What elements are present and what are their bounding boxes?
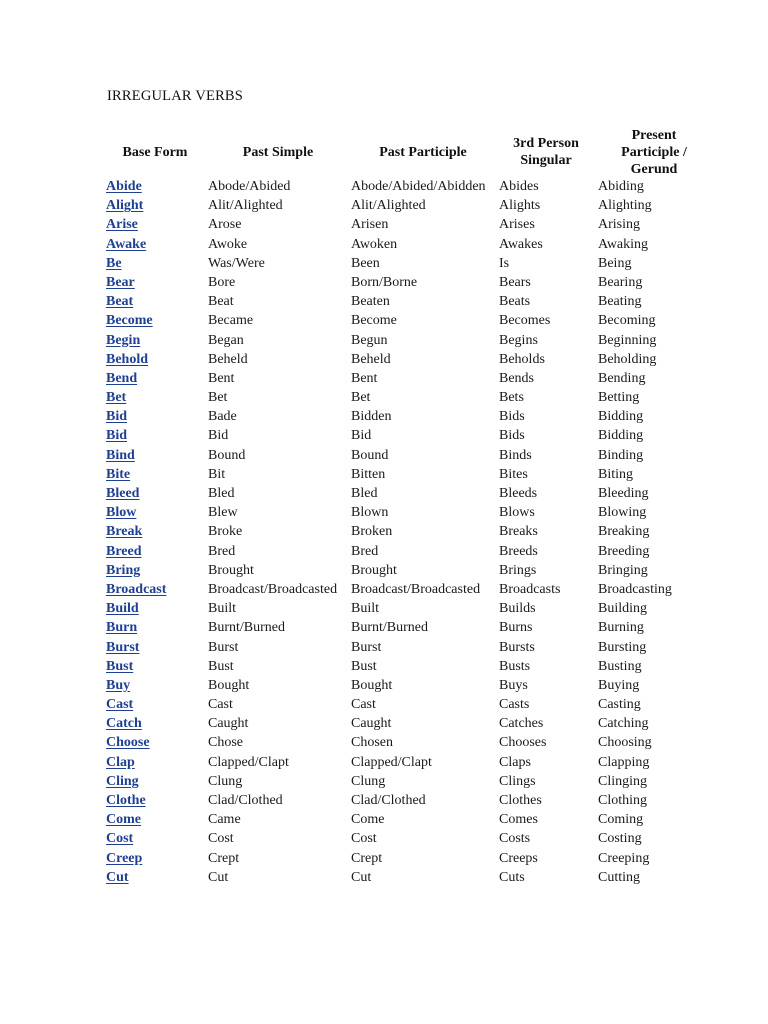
verb-base-form-link[interactable]: Catch (106, 716, 142, 732)
gerund-cell: Breaking (598, 524, 650, 540)
document-title: IRREGULAR VERBS (107, 88, 244, 104)
past-simple-cell: Brought (208, 562, 254, 578)
third-person-cell: Bids (499, 428, 525, 444)
third-person-cell: Broadcasts (499, 581, 561, 597)
table-row (0, 388, 768, 407)
third-person-cell: Awakes (499, 236, 543, 252)
verb-base-form-link[interactable]: Bid (106, 428, 128, 444)
gerund-cell: Becoming (598, 313, 656, 329)
verb-base-form-link[interactable]: Blow (106, 505, 137, 521)
verb-base-form-link[interactable]: Bring (106, 562, 141, 578)
gerund-cell: Cutting (598, 869, 641, 885)
past-participle-cell: Beheld (351, 351, 391, 367)
table-row (0, 618, 768, 637)
past-simple-cell: Bust (208, 658, 234, 674)
past-simple-cell: Abode/Abided (208, 179, 291, 194)
verb-base-form-link[interactable]: Come (106, 812, 141, 828)
third-person-cell: Becomes (499, 313, 551, 329)
past-participle-cell: Bound (351, 447, 389, 463)
third-person-cell: Bears (499, 274, 531, 290)
past-simple-cell: Bought (208, 677, 250, 693)
gerund-cell: Catching (598, 716, 649, 732)
gerund-cell: Choosing (598, 735, 652, 751)
third-person-cell: Bleeds (499, 486, 538, 501)
verb-base-form-link[interactable]: Alight (106, 198, 144, 214)
third-person-cell: Is (499, 255, 510, 271)
past-simple-cell: Blew (208, 505, 238, 521)
table-row (0, 829, 768, 848)
table-row (0, 810, 768, 829)
gerund-cell: Broadcasting (598, 581, 672, 597)
table-row (0, 657, 768, 676)
past-participle-cell: Clung (351, 773, 386, 789)
past-participle-cell: Beaten (351, 294, 390, 310)
table-row (0, 638, 768, 657)
table-row (0, 580, 768, 599)
past-participle-cell: Bitten (351, 466, 386, 482)
third-person-cell: Bids (499, 409, 525, 425)
gerund-cell: Bidding (598, 409, 644, 425)
column-header-past-participle: Past Participle (379, 144, 467, 160)
table-row (0, 542, 768, 561)
past-simple-cell: Was/Were (208, 255, 265, 271)
third-person-cell: Buys (499, 677, 528, 693)
past-simple-cell: Bound (208, 447, 246, 463)
verb-base-form-link[interactable]: Abide (106, 179, 142, 194)
verb-base-form-link[interactable]: Cling (106, 773, 139, 789)
past-participle-cell: Blown (351, 505, 389, 521)
third-person-cell: Breaks (499, 524, 538, 540)
past-participle-cell: Clapped/Clapt (351, 754, 432, 770)
past-participle-cell: Crept (351, 850, 383, 866)
past-participle-cell: Been (351, 255, 380, 271)
past-participle-cell: Bent (351, 370, 378, 386)
gerund-cell: Creeping (598, 850, 650, 866)
gerund-cell: Clinging (598, 773, 648, 789)
gerund-cell: Bleeding (598, 486, 649, 501)
verb-base-form-link[interactable]: Bend (106, 370, 138, 386)
past-simple-cell: Bid (208, 428, 229, 444)
third-person-cell: Alights (499, 198, 541, 214)
past-participle-cell: Bred (351, 543, 379, 559)
table-row (0, 215, 768, 234)
past-simple-cell: Became (208, 313, 254, 329)
past-participle-cell: Bust (351, 658, 377, 674)
past-participle-cell: Burnt/Burned (351, 620, 428, 636)
past-participle-cell: Come (351, 812, 385, 828)
third-person-cell: Beats (499, 294, 531, 310)
verb-base-form-link[interactable]: Broadcast (106, 581, 167, 597)
verb-base-form-link[interactable]: Bind (106, 447, 135, 463)
past-participle-cell: Become (351, 313, 397, 329)
past-simple-cell: Bred (208, 543, 236, 559)
verb-base-form-link[interactable]: Creep (106, 850, 143, 866)
third-person-cell: Beholds (499, 351, 545, 367)
table-row (0, 177, 768, 196)
past-participle-cell: Cast (351, 697, 376, 713)
past-participle-cell: Born/Borne (351, 274, 418, 290)
verb-base-form-link[interactable]: Bid (106, 409, 128, 425)
third-person-cell: Binds (499, 447, 532, 463)
past-simple-cell: Clad/Clothed (208, 793, 283, 808)
past-participle-cell: Bet (351, 390, 371, 406)
past-participle-cell: Arisen (351, 217, 389, 233)
past-simple-cell: Bet (208, 390, 228, 406)
past-simple-cell: Cut (208, 869, 229, 885)
past-simple-cell: Burst (208, 639, 239, 655)
table-row (0, 695, 768, 714)
gerund-cell: Beginning (598, 332, 657, 348)
table-row (0, 426, 768, 445)
past-simple-cell: Built (208, 601, 237, 617)
column-header-past-simple: Past Simple (242, 144, 314, 160)
verb-base-form-link[interactable]: Cut (106, 869, 129, 885)
third-person-cell: Breeds (499, 543, 538, 559)
verb-base-form-link[interactable]: Build (106, 601, 139, 617)
table-row (0, 196, 768, 215)
gerund-cell: Betting (598, 390, 640, 406)
third-person-cell: Catches (499, 716, 544, 732)
past-simple-cell: Alit/Alighted (208, 198, 283, 214)
past-simple-cell: Beat (208, 294, 234, 310)
gerund-cell: Biting (598, 466, 634, 482)
gerund-cell: Arising (598, 217, 640, 233)
past-simple-cell: Beheld (208, 351, 248, 367)
table-row (0, 522, 768, 541)
gerund-cell: Bringing (598, 562, 648, 578)
third-person-cell: Busts (499, 658, 531, 674)
table-row (0, 331, 768, 350)
past-simple-cell: Arose (208, 217, 242, 233)
third-person-cell: Arises (499, 217, 535, 233)
past-simple-cell: Caught (208, 716, 249, 732)
past-simple-cell: Bled (208, 486, 235, 501)
third-person-cell: Bursts (499, 639, 535, 655)
past-participle-cell: Abode/Abided/Abidden (351, 179, 486, 194)
gerund-cell: Costing (598, 831, 642, 847)
gerund-cell: Alighting (598, 198, 652, 214)
gerund-cell: Beating (598, 294, 642, 310)
past-participle-cell: Caught (351, 716, 392, 732)
gerund-cell: Being (598, 255, 632, 271)
third-person-cell: Costs (499, 831, 531, 847)
verb-base-form-link[interactable]: Clap (106, 754, 135, 770)
table-row (0, 311, 768, 330)
table-row (0, 503, 768, 522)
gerund-cell: Beholding (598, 351, 657, 367)
third-person-cell: Clings (499, 773, 536, 789)
table-row (0, 676, 768, 695)
past-participle-cell: Begun (351, 332, 388, 348)
past-simple-cell: Burnt/Burned (208, 620, 285, 636)
table-row (0, 350, 768, 369)
table-row (0, 465, 768, 484)
table-header-row (0, 124, 768, 180)
past-simple-cell: Crept (208, 850, 240, 866)
third-person-cell: Blows (499, 505, 535, 521)
past-simple-cell: Cost (208, 831, 234, 847)
third-person-cell: Abides (499, 179, 539, 194)
table-row (0, 407, 768, 426)
third-person-cell: Chooses (499, 735, 547, 751)
table-row (0, 235, 768, 254)
past-participle-cell: Cut (351, 869, 372, 885)
gerund-cell: Clapping (598, 754, 650, 770)
third-person-cell: Burns (499, 620, 533, 636)
past-participle-cell: Cost (351, 831, 377, 847)
verb-base-form-link[interactable]: Arise (106, 217, 138, 233)
past-participle-cell: Broken (351, 524, 393, 540)
past-participle-cell: Chosen (351, 735, 393, 751)
gerund-cell: Blowing (598, 505, 647, 521)
gerund-cell: Buying (598, 677, 640, 693)
table-row (0, 484, 768, 503)
third-person-cell: Clothes (499, 793, 542, 808)
third-person-cell: Comes (499, 812, 538, 828)
gerund-cell: Bending (598, 370, 646, 386)
past-simple-cell: Bore (208, 274, 236, 290)
past-simple-cell: Began (208, 332, 244, 348)
past-participle-cell: Clad/Clothed (351, 793, 426, 808)
verb-base-form-link[interactable]: Bleed (106, 486, 140, 501)
verb-base-form-link[interactable]: Breed (106, 543, 142, 559)
column-header-present-participle-gerund: Present Participle / Gerund (621, 127, 687, 177)
column-header-third-person-singular: 3rd Person Singular (513, 136, 579, 168)
table-row (0, 714, 768, 733)
third-person-cell: Cuts (499, 869, 525, 885)
gerund-cell: Awaking (598, 236, 649, 252)
verb-base-form-link[interactable]: Break (106, 524, 143, 540)
table-row (0, 254, 768, 273)
gerund-cell: Clothing (598, 793, 648, 808)
gerund-cell: Casting (598, 697, 641, 713)
past-participle-cell: Bidden (351, 409, 392, 425)
past-simple-cell: Clung (208, 773, 243, 789)
verb-base-form-link[interactable]: Become (106, 313, 153, 329)
third-person-cell: Brings (499, 562, 537, 578)
verb-base-form-link[interactable]: Bite (106, 466, 131, 482)
verb-base-form-link[interactable]: Awake (106, 236, 147, 252)
gerund-cell: Breeding (598, 543, 650, 559)
verb-base-form-link[interactable]: Bet (106, 390, 127, 406)
gerund-cell: Bidding (598, 428, 644, 444)
gerund-cell: Building (598, 601, 648, 617)
third-person-cell: Bends (499, 370, 534, 386)
past-participle-cell: Brought (351, 562, 397, 578)
verb-base-form-link[interactable]: Begin (106, 332, 141, 348)
past-simple-cell: Broke (208, 524, 243, 540)
verb-base-form-link[interactable]: Be (106, 255, 122, 271)
past-participle-cell: Awoken (351, 236, 398, 252)
verb-base-form-link[interactable]: Burst (106, 639, 140, 655)
table-row (0, 292, 768, 311)
gerund-cell: Abiding (598, 179, 644, 194)
verb-base-form-link[interactable]: Cast (106, 697, 134, 713)
table-row (0, 753, 768, 772)
past-simple-cell: Clapped/Clapt (208, 754, 289, 770)
third-person-cell: Casts (499, 697, 530, 713)
gerund-cell: Bearing (598, 274, 643, 290)
verb-base-form-link[interactable]: Choose (106, 735, 150, 751)
table-row (0, 446, 768, 465)
gerund-cell: Binding (598, 447, 644, 463)
past-simple-cell: Awoke (208, 236, 248, 252)
third-person-cell: Builds (499, 601, 536, 617)
verb-base-form-link[interactable]: Bust (106, 658, 134, 674)
gerund-cell: Coming (598, 812, 644, 828)
gerund-cell: Bursting (598, 639, 647, 655)
past-participle-cell: Bought (351, 677, 393, 693)
verb-table-body (0, 177, 768, 887)
past-simple-cell: Broadcast/Broadcasted (208, 581, 338, 597)
past-participle-cell: Broadcast/Broadcasted (351, 581, 481, 597)
gerund-cell: Busting (598, 658, 642, 674)
past-simple-cell: Bent (208, 370, 235, 386)
column-header-base-form: Base Form (122, 144, 188, 160)
table-row (0, 791, 768, 810)
third-person-cell: Begins (499, 332, 538, 348)
table-row (0, 868, 768, 887)
table-row (0, 369, 768, 388)
past-participle-cell: Alit/Alighted (351, 198, 426, 214)
table-row (0, 561, 768, 580)
third-person-cell: Bets (499, 390, 524, 406)
verb-base-form-link[interactable]: Clothe (106, 793, 146, 808)
verb-base-form-link[interactable]: Cost (106, 831, 134, 847)
past-participle-cell: Bled (351, 486, 378, 501)
verb-base-form-link[interactable]: Buy (106, 677, 131, 693)
third-person-cell: Claps (499, 754, 531, 770)
table-row (0, 849, 768, 868)
table-row (0, 599, 768, 618)
third-person-cell: Creeps (499, 850, 538, 866)
past-simple-cell: Bit (208, 466, 226, 482)
verb-base-form-link[interactable]: Bear (106, 274, 135, 290)
gerund-cell: Burning (598, 620, 644, 636)
table-row (0, 733, 768, 752)
past-participle-cell: Built (351, 601, 380, 617)
past-simple-cell: Chose (208, 735, 243, 751)
past-participle-cell: Bid (351, 428, 372, 444)
verb-base-form-link[interactable]: Behold (106, 351, 149, 367)
table-row (0, 772, 768, 791)
past-simple-cell: Came (208, 812, 241, 828)
past-simple-cell: Bade (208, 409, 237, 425)
table-row (0, 273, 768, 292)
past-simple-cell: Cast (208, 697, 233, 713)
past-participle-cell: Burst (351, 639, 382, 655)
verb-base-form-link[interactable]: Beat (106, 294, 134, 310)
third-person-cell: Bites (499, 466, 528, 482)
verb-base-form-link[interactable]: Burn (106, 620, 138, 636)
